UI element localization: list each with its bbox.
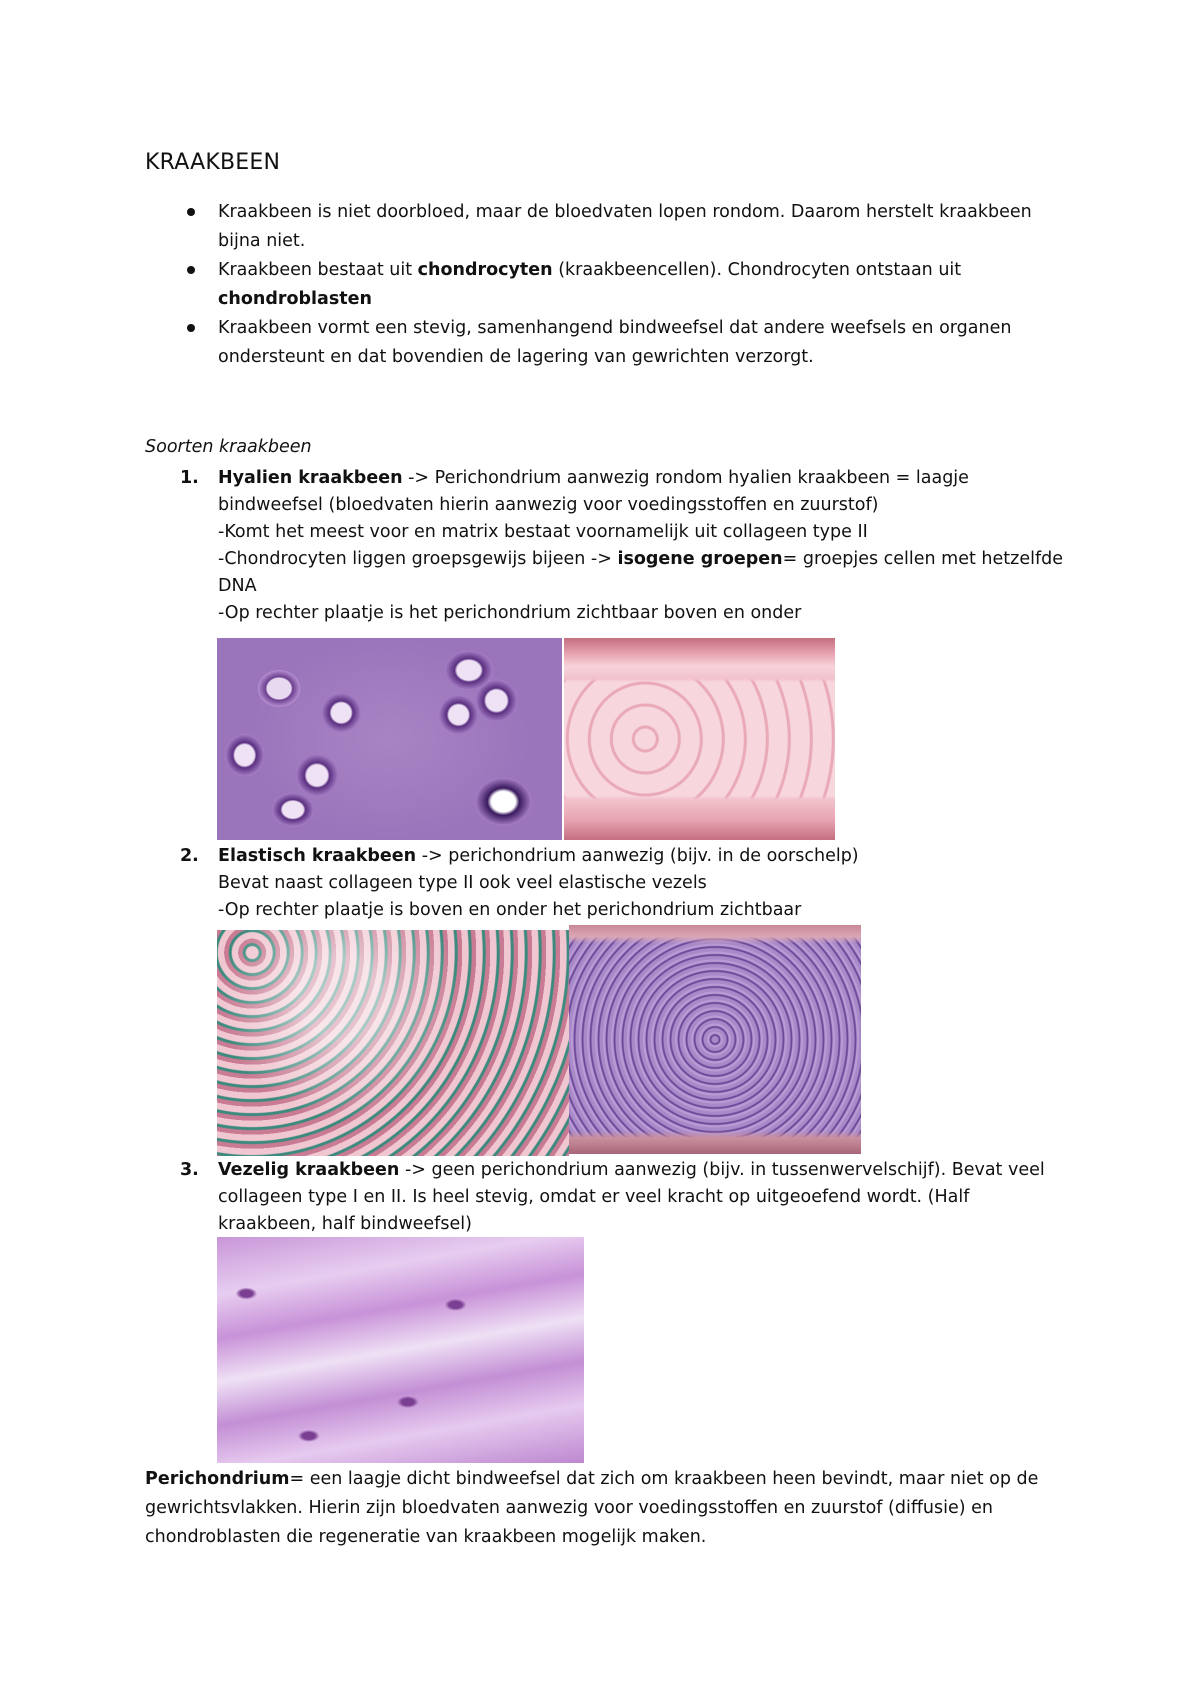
list-number: 2. [180, 846, 199, 866]
type-text: -Chondrocyten liggen groepsgewijs bijeen -> [218, 549, 618, 569]
type-name: Vezelig kraakbeen [218, 1160, 400, 1180]
cartilage-type-vezelig [145, 1157, 1085, 1238]
bold-term: chondroblasten [218, 289, 372, 309]
bullet-text: bijna niet. [218, 231, 306, 251]
type-name: Hyalien kraakbeen [218, 468, 403, 488]
vezelig-micrograph [217, 1237, 584, 1463]
type-text: collageen type I en II. Is heel stevig, omdat er veel kracht op uitgeoefend wordt. (Half [218, 1187, 970, 1207]
type-text: = groepjes cellen met hetzelfde [782, 549, 1063, 569]
type-text: bindweefsel (bloedvaten hierin aanwezig voor voedingsstoffen en zuurstof) [218, 495, 879, 515]
section-subheading: Soorten kraakbeen [145, 437, 312, 457]
bullet-text: ondersteunt en dat bovendien de lagering van gewrichten verzorgt. [218, 347, 814, 367]
definition-text: chondroblasten die regeneratie van kraakbeen mogelijk maken. [145, 1527, 707, 1547]
intro-bullet-list [145, 198, 1075, 372]
bold-term: chondrocyten [417, 260, 553, 280]
bullet-text: Kraakbeen is niet doorbloed, maar de bloedvaten lopen rondom. Daarom herstelt kraakbeen [218, 202, 1032, 222]
type-text: -> geen perichondrium aanwezig (bijv. in tussenwervelschijf). Bevat veel [399, 1160, 1045, 1180]
type-text: kraakbeen, half bindweefsel) [218, 1214, 472, 1234]
type-text: -> perichondrium aanwezig (bijv. in de oorschelp) [416, 846, 859, 866]
bullet-item [145, 314, 1075, 372]
bullet-item [145, 198, 1075, 256]
type-text: -> Perichondrium aanwezig rondom hyalien kraakbeen = laagje [402, 468, 969, 488]
hyalien-micrograph-right [564, 638, 835, 840]
bullet-text: Kraakbeen bestaat uit [218, 260, 418, 280]
list-number: 1. [180, 468, 199, 488]
hyalien-micrograph-left [217, 638, 562, 840]
bold-term: isogene groepen [617, 549, 783, 569]
bullet-item [145, 256, 1075, 314]
bold-term: Perichondrium [145, 1469, 290, 1489]
type-name: Elastisch kraakbeen [218, 846, 417, 866]
bullet-text: (kraakbeencellen). Chondrocyten ontstaan uit [552, 260, 962, 280]
type-text: -Op rechter plaatje is boven en onder het perichondrium zichtbaar [218, 900, 802, 920]
type-text: -Op rechter plaatje is het perichondrium zichtbaar boven en onder [218, 603, 802, 623]
definition-text: = een laagje dicht bindweefsel dat zich om kraakbeen heen bevindt, maar niet op de [289, 1469, 1039, 1489]
cartilage-type-elastisch [145, 843, 1085, 924]
elastisch-micrograph-left [217, 930, 569, 1156]
type-text: -Komt het meest voor en matrix bestaat voornamelijk uit collageen type II [218, 522, 868, 542]
cartilage-type-hyalien [145, 465, 1085, 627]
page-title: KRAAKBEEN [145, 150, 281, 175]
type-text: Bevat naast collageen type II ook veel elastische vezels [218, 873, 707, 893]
type-text: DNA [218, 576, 257, 596]
list-number: 3. [180, 1160, 199, 1180]
bullet-text: Kraakbeen vormt een stevig, samenhangend bindweefsel dat andere weefsels en organen [218, 318, 1012, 338]
definition-text: gewrichtsvlakken. Hierin zijn bloedvaten aanwezig voor voedingsstoffen en zuurstof (diffusie) en [145, 1498, 993, 1518]
elastisch-micrograph-right [569, 925, 861, 1154]
perichondrium-definition [145, 1465, 1085, 1552]
